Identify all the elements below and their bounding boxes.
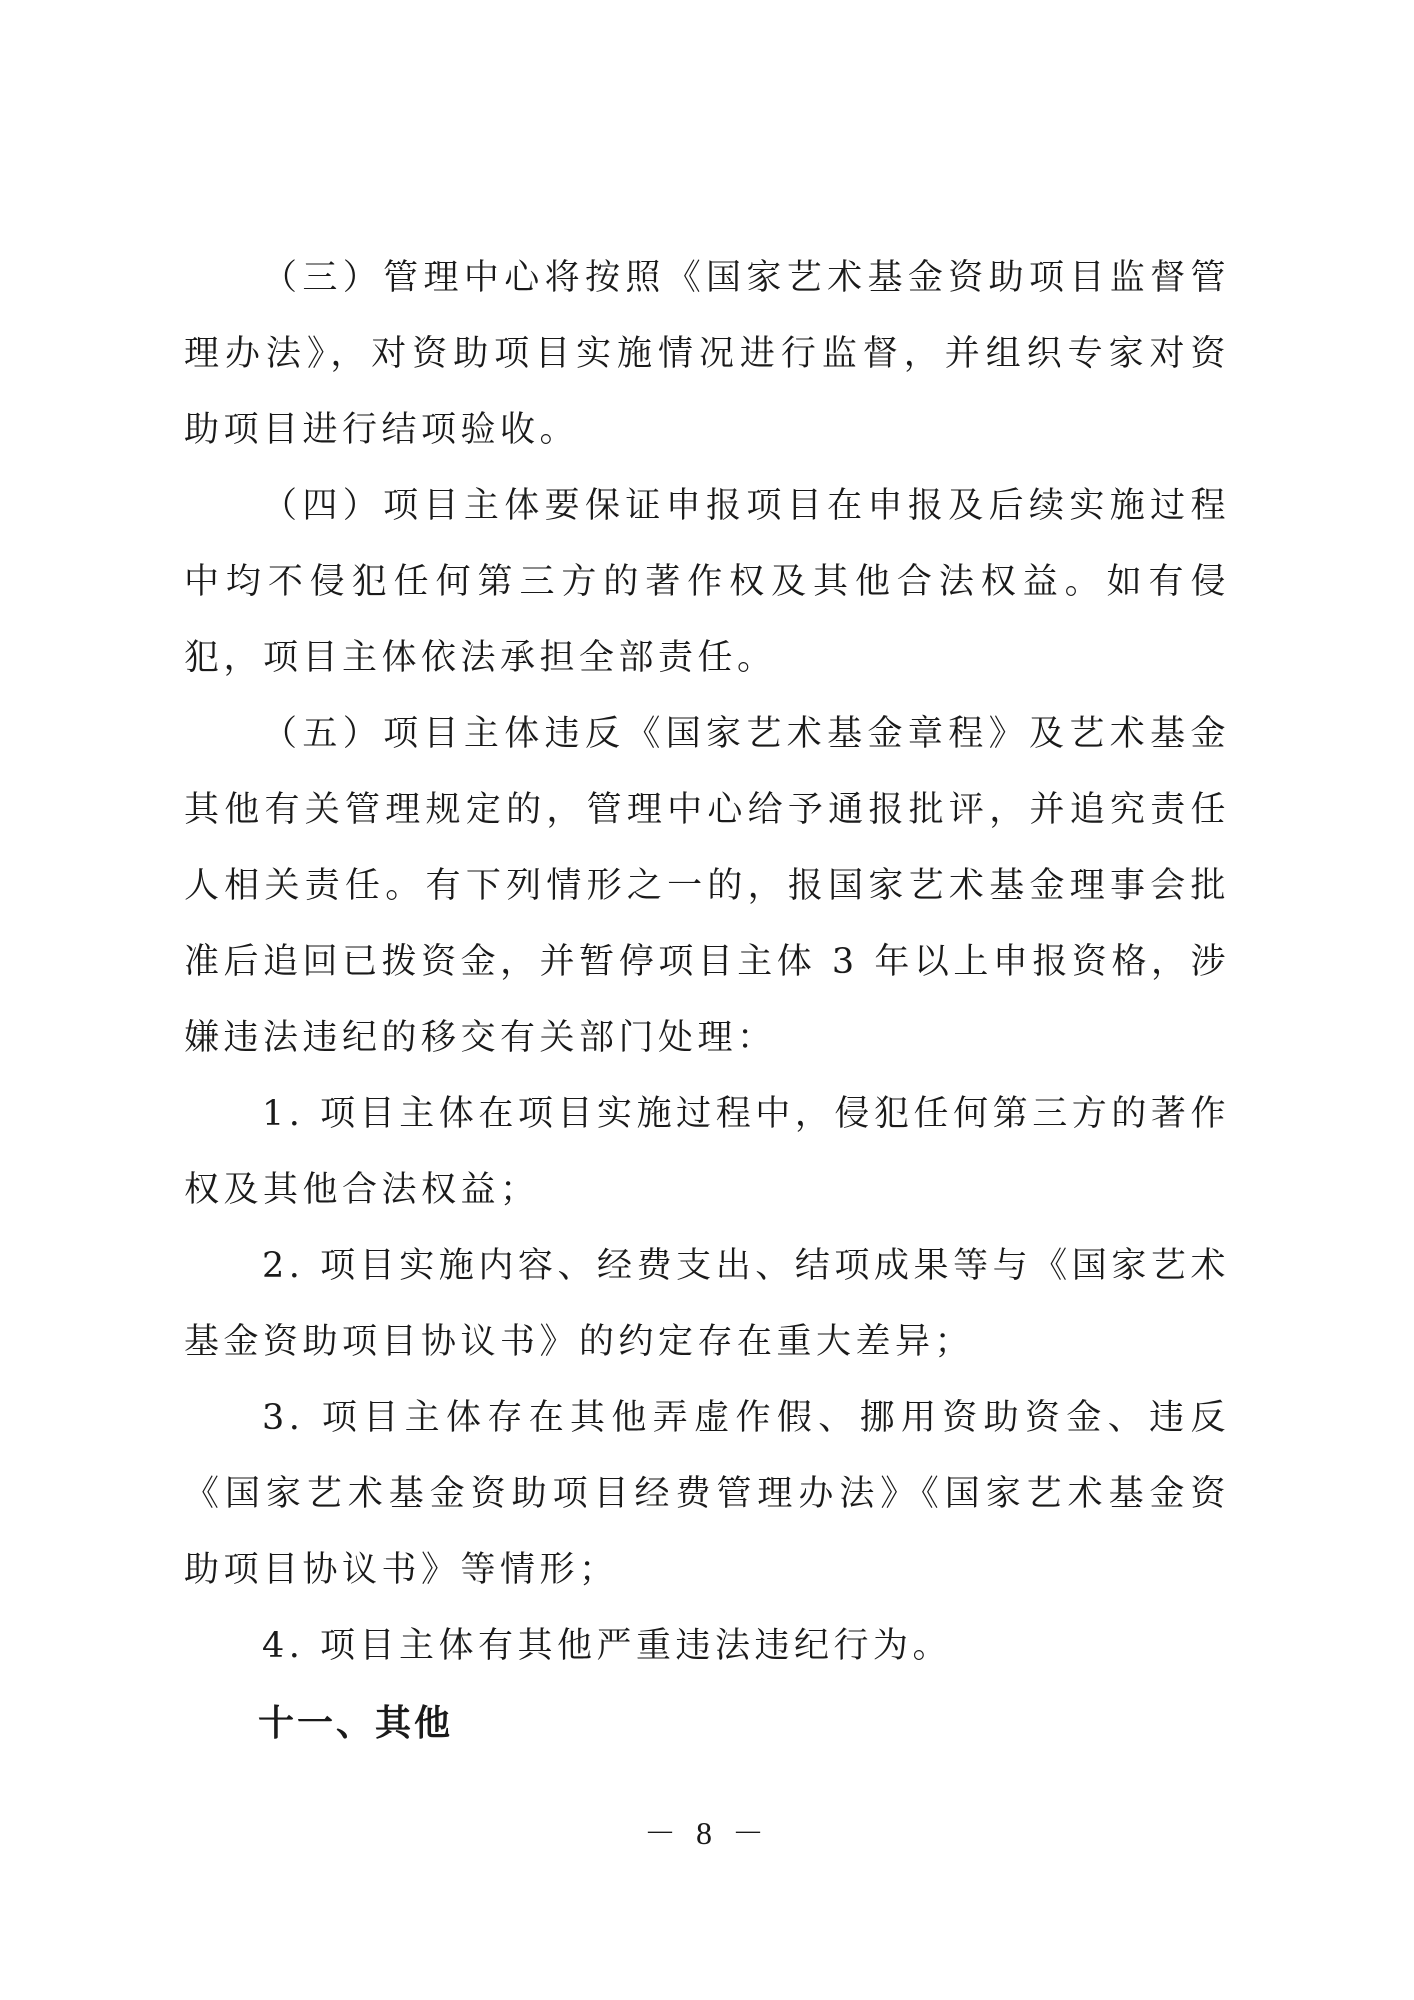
- list-item-4: 4. 项目主体有其他严重违法违纪行为。: [262, 1626, 953, 1666]
- page-number: － 8 －: [643, 1815, 770, 1851]
- document-body: [184, 240, 1230, 1764]
- paragraph-violations: （五）项目主体违反《国家艺术基金章程》及艺术基金其他有关管理规定的，管理中心给予通报批评，并追究责任人相关责任。有下列情形之一的，报国家艺术基金理事会批准后追回已拨资金，并暂停项目主体 3 年以上申报资格，涉嫌违法违纪的移交有关部门处理：: [184, 714, 1230, 1058]
- list-item-3: 3. 项目主体存在其他弄虚作假、挪用资助资金、违反《国家艺术基金资助项目经费管理办法》《国家艺术基金资助项目协议书》等情形；: [184, 1398, 1230, 1590]
- paragraph-copyright: （四）项目主体要保证申报项目在申报及后续实施过程中均不侵犯任何第三方的著作权及其他合法权益。如有侵犯，项目主体依法承担全部责任。: [184, 486, 1230, 678]
- list-item-2: 2. 项目实施内容、经费支出、结项成果等与《国家艺术基金资助项目协议书》的约定存在重大差异；: [184, 1246, 1230, 1362]
- list-item-1: 1. 项目主体在项目实施过程中，侵犯任何第三方的著作权及其他合法权益；: [184, 1094, 1230, 1210]
- section-heading: 十一、其他: [258, 1703, 454, 1744]
- paragraph-supervision: （三）管理中心将按照《国家艺术基金资助项目监督管理办法》，对资助项目实施情况进行监督，并组织专家对资助项目进行结项验收。: [184, 258, 1230, 450]
